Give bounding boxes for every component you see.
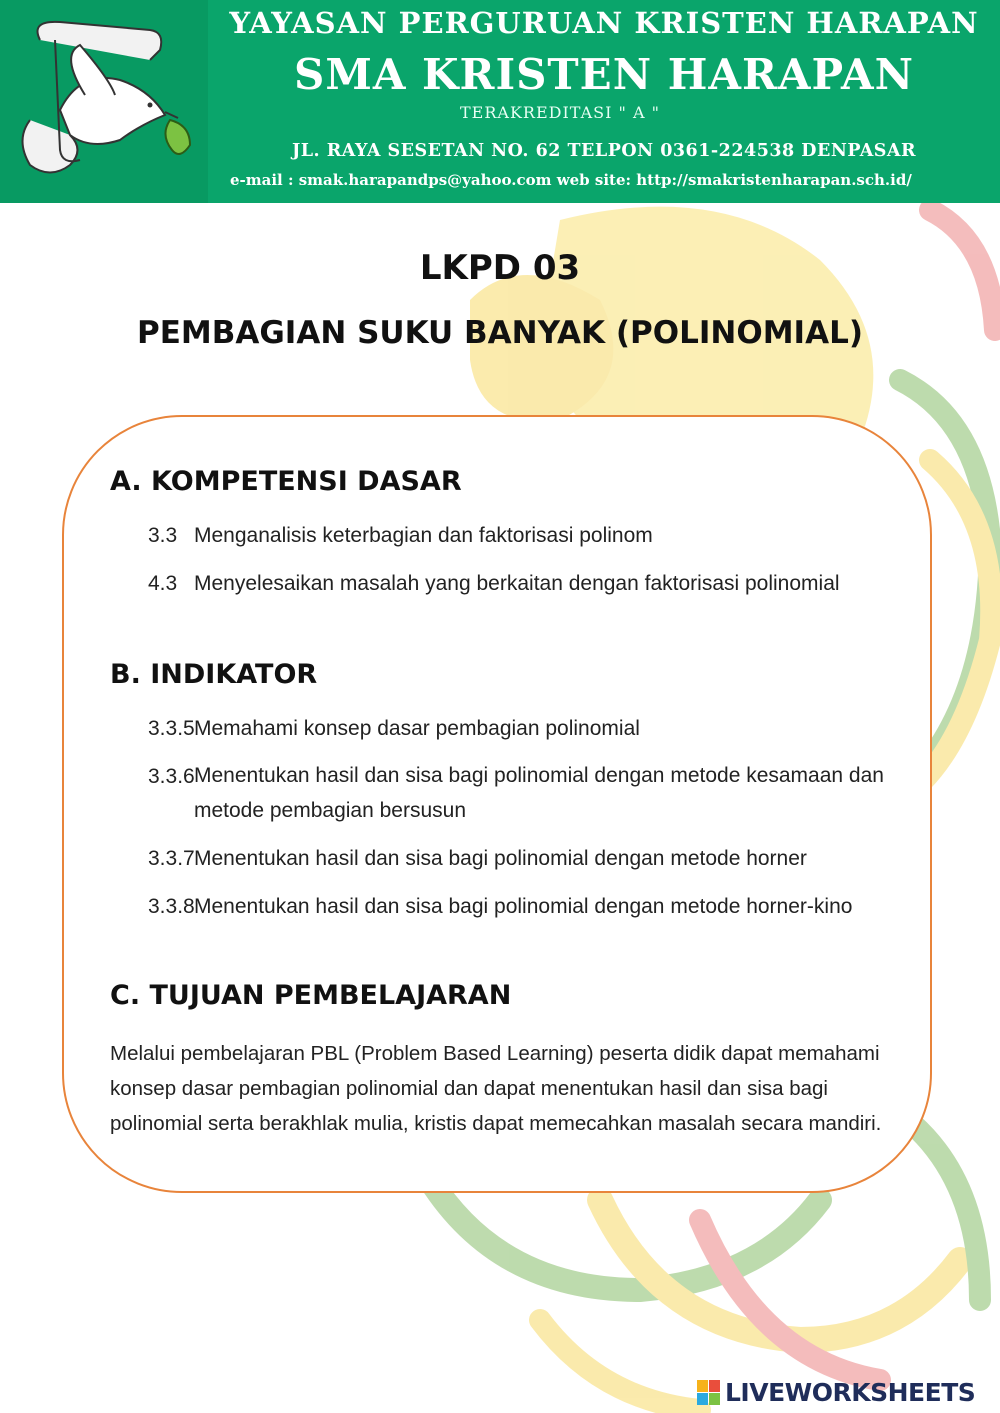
dove-scroll-icon [0, 0, 208, 203]
indicator-item-number: 3.3.6 [148, 765, 195, 788]
school-contact: e-mail : smak.harapandps@yahoo.com web site: http://smakristenharapan.sch.id/ [230, 171, 912, 189]
accreditation-label: TERAKREDITASI " A " [460, 103, 660, 122]
item-number: 3.3.5 [148, 717, 195, 740]
item-number: 4.3 [148, 572, 178, 595]
item-text: Menganalisis keterbagian dan faktorisasi polinom [194, 524, 653, 547]
liveworksheets-watermark [697, 1378, 997, 1408]
liveworksheets-logo-icon [697, 1380, 721, 1406]
item-number: 3.3.7 [148, 847, 195, 870]
section-a-heading: A. KOMPETENSI DASAR [110, 466, 462, 497]
school-logo [0, 0, 208, 203]
document-subtitle: PEMBAGIAN SUKU BANYAK (POLINOMIAL) [137, 315, 863, 351]
watermark-text: LIVEWORKSHEETS [725, 1378, 976, 1407]
deco-yellow-loop-3 [540, 1320, 700, 1410]
learning-objective-text: Melalui pembelajaran PBL (Problem Based Learning) peserta didik dapat memahami konsep dasar pembagian polinomial dan dapat menentukan hasil dan sisa bagi polinomial serta berakhlak mulia, kristis dapat memecahkan masalah secara mandiri. [110, 1042, 882, 1135]
competency-item [148, 572, 840, 596]
school-header [0, 0, 1000, 203]
indicator-item [148, 847, 807, 871]
item-number: 3.3 [148, 524, 178, 547]
foundation-name: YAYASAN PERGURUAN KRISTEN HARAPAN [229, 6, 979, 40]
document-title: LKPD 03 [419, 248, 581, 288]
header-text-block [208, 0, 1000, 203]
deco-yellow-loop-2 [600, 1200, 960, 1340]
item-text: Memahami konsep dasar pembagian polinomial [194, 717, 640, 740]
indicator-item-text: Menentukan hasil dan sisa bagi polinomial dengan metode kesamaan dan metode pembagian bersusun [194, 764, 884, 822]
item-text: Menentukan hasil dan sisa bagi polinomial dengan metode horner [194, 847, 807, 870]
section-b-heading: B. INDIKATOR [110, 659, 318, 690]
indicator-item [148, 717, 640, 741]
competency-item [148, 524, 653, 548]
school-name: SMA KRISTEN HARAPAN [294, 50, 914, 99]
indicator-item [148, 895, 852, 919]
section-c-heading: C. TUJUAN PEMBELAJARAN [110, 980, 512, 1011]
item-text: Menyelesaikan masalah yang berkaitan dengan faktorisasi polinomial [194, 572, 840, 595]
school-address: JL. RAYA SESETAN NO. 62 TELPON 0361-224538 DENPASAR [291, 141, 917, 161]
item-number: 3.3.8 [148, 895, 195, 918]
item-text: Menentukan hasil dan sisa bagi polinomial dengan metode horner-kino [194, 895, 853, 918]
